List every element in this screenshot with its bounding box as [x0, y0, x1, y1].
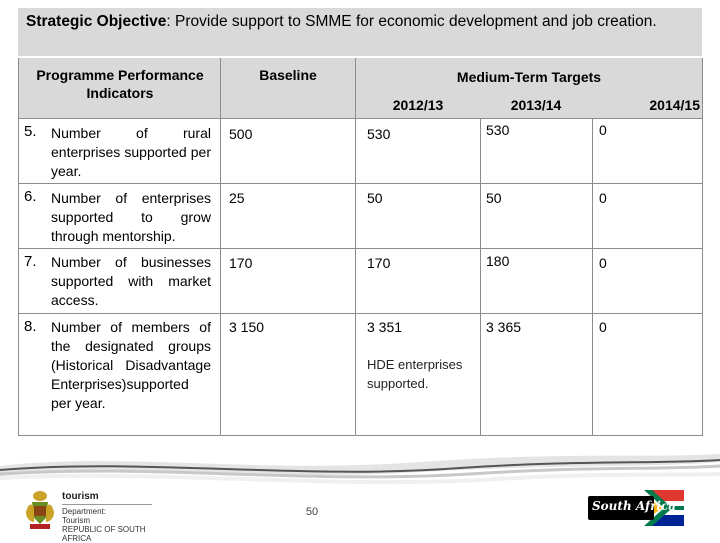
- target-2013-14: 180: [486, 253, 510, 269]
- header-year-2012-13: 2012/13: [392, 97, 444, 113]
- table-divider: [220, 58, 221, 436]
- table-divider: [355, 58, 356, 436]
- coat-of-arms-icon: [22, 488, 58, 532]
- table-divider: [480, 118, 481, 436]
- row-number: 5.: [24, 123, 37, 140]
- indicator-text: Number of enterprises supported to grow through mentorship.: [51, 190, 211, 244]
- header-year-2013-14: 2013/14: [510, 97, 562, 113]
- target-2012-13: 50: [367, 190, 383, 206]
- target-2012-13: 170: [367, 255, 391, 271]
- table-row-divider: [18, 118, 703, 119]
- target-2014-15: 0: [599, 122, 607, 138]
- baseline-value: 170: [229, 255, 253, 271]
- target-2013-14: 50: [486, 190, 502, 206]
- department-line-1: Department:: [62, 507, 107, 516]
- south-africa-logo: [588, 490, 684, 526]
- objective-label: Strategic Objective: [26, 13, 167, 30]
- header-indicators: Programme Performance Indicators: [36, 67, 204, 101]
- header-baseline: Baseline: [259, 67, 317, 83]
- indicator-text: Number of businesses supported with market access.: [51, 254, 211, 308]
- row-number: 7.: [24, 253, 37, 270]
- header-year-2014-15: 2014/15: [649, 97, 700, 113]
- baseline-value: 25: [229, 190, 245, 206]
- table-row-divider: [18, 248, 703, 249]
- table-border-bottom: [18, 435, 703, 436]
- baseline-value: 3 150: [229, 319, 265, 335]
- table-border-left: [18, 58, 19, 436]
- row-number: 8.: [24, 318, 37, 335]
- department-name: tourism: [62, 491, 99, 502]
- page-number: 50: [305, 506, 319, 518]
- indicator-text: Number of members of the designated groups (Historical Disadvantage Enterprises)supported per year.: [51, 319, 211, 411]
- department-line-3: REPUBLIC OF SOUTH AFRICA: [62, 525, 146, 543]
- table-row-divider: [18, 313, 703, 314]
- target-note: HDE enterprises supported.: [367, 357, 463, 391]
- table-border-right: [702, 58, 703, 436]
- target-2013-14: 3 365: [486, 319, 522, 335]
- table-divider: [592, 118, 593, 436]
- target-2014-15: 0: [599, 255, 607, 271]
- brand-text: South Africa: [592, 499, 677, 513]
- table-row-divider: [18, 183, 703, 184]
- objective-text: : Provide support to SMME for economic development and job creation.: [166, 13, 657, 30]
- header-targets: Medium-Term Targets: [456, 69, 602, 85]
- target-2012-13: 530: [367, 126, 391, 142]
- target-2014-15: 0: [599, 190, 607, 206]
- strategic-objective-banner: [18, 8, 702, 56]
- baseline-value: 500: [229, 126, 253, 142]
- department-logo-text: [62, 492, 152, 543]
- department-line-2: Tourism: [62, 516, 91, 525]
- target-2013-14: 530: [486, 122, 510, 138]
- row-number: 6.: [24, 188, 37, 205]
- indicator-text: Number of rural enterprises supported per year.: [51, 125, 211, 179]
- target-2012-13: 3 351: [367, 319, 403, 335]
- target-2014-15: 0: [599, 319, 607, 335]
